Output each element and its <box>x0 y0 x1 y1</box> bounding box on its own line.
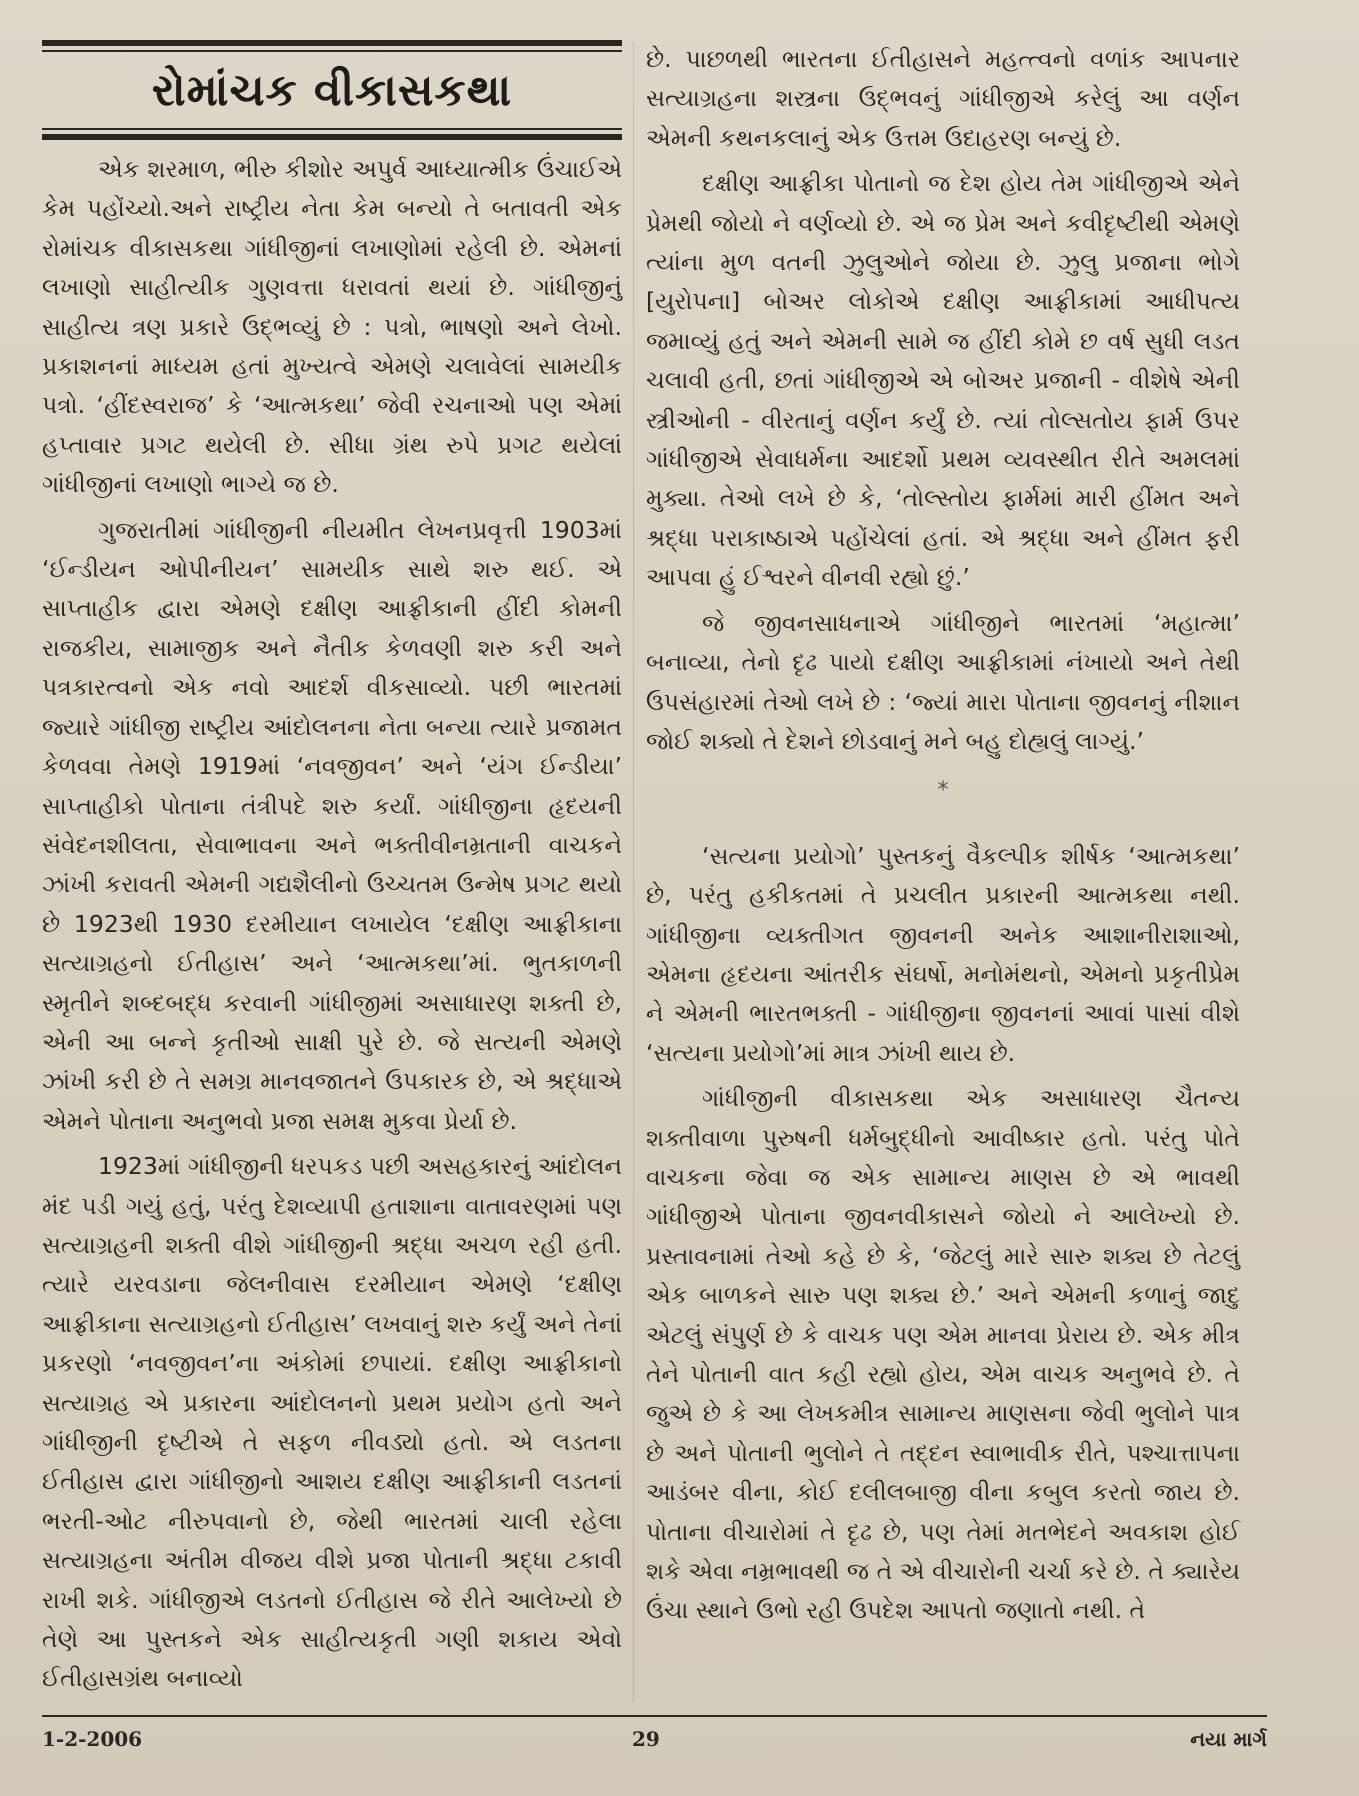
title-rule-top-thin <box>42 50 622 52</box>
title-rule-top <box>42 40 622 46</box>
paragraph: ગુજરાતીમાં ગાંધીજીની નીયમીત લેખનપ્રવૃત્તી 1903માં ‘ઈન્ડીયન ઓપીનીયન’ સામયીક સાથે શરુ થઈ. એ સાપ્તાહીક દ્વારા એમણે દક્ષીણ આફ્રીકાની હીંદી કોમની રાજકીય, સામાજીક અને નૈતીક કેળવણી શરુ કરી અને પત્રકારત્વનો એક નવો આદર્શ વીકસાવ્યો. પછી ભારતમાં જ્યારે ગાંધીજી રાષ્ટ્રીય આંદોલનના નેતા બન્યા ત્યારે પ્રજામત કેળવવા તેમણે 1919માં ‘નવજીવન’ અને ‘યંગ ઈન્ડીયા’ સાપ્તાહીકો પોતાના તંત્રીપદે શરુ કર્યાં. ગાંધીજીના હૃદયની સંવેદનશીલતા, સેવાભાવના અને ભક્તીવીનમ્રતાની વાચકને ઝાંખી કરાવતી એમની ગદ્યશૈલીનો ઉચ્ચતમ ઉન્મેષ પ્રગટ થયો છે 1923થી 1930 દરમીયાન લખાયેલ ‘દક્ષીણ આફ્રીકાના સત્યાગ્રહનો ઈતીહાસ’ અને ‘આત્મકથા’માં. ભુતકાળની સ્મૃતીને શબ્દબદ્ધ કરવાની ગાંધીજીમાં અસાધારણ શક્તી છે, એની આ બન્ને કૃતીઓ સાક્ષી પુરે છે. જે સત્યની એમણે ઝાંખી કરી છે તે સમગ્ર માનવજાતને ઉપકારક છે, એ શ્રદ્ધાએ એમને પોતાના અનુભવો પ્રજા સમક્ષ મુકવા પ્રેર્યા છે. <box>42 515 622 1135</box>
magazine-name: નયા માર્ગ <box>1190 1727 1267 1751</box>
title-rule-bottom-thin <box>42 128 622 130</box>
paragraph: છે. પાછળથી ભારતના ઈતીહાસને મહત્ત્વનો વળાંક આપનાર સત્યાગ્રહના શસ્ત્રના ઉદ્ભવનું ગાંધીજીએ કરેલું આ વર્ણન એમની કથનકલાનું એક ઉત્તમ ઉદાહરણ બન્યું છે. <box>646 45 1240 152</box>
left-column <box>42 40 622 1708</box>
paragraph: ‘સત્યના પ્રયોગો’ પુસ્તકનું વૈકલ્પીક શીર્ષક ‘આત્મકથા’ છે, પરંતુ હકીકતમાં તે પ્રચલીત પ્રકારની આત્મકથા નથી. ગાંધીજીના વ્યક્તીગત જીવનની અનેક આશાનીરાશાઓ, એમના હૃદયના આંતરીક સંઘર્ષો, મનોમંથનો, એમનો પ્રકૃતીપ્રેમ ને એમની ભારતભક્તી - ગાંધીજીના જીવનનાં આવાં પાસાં વીશે ‘સત્યના પ્રયોગો’માં માત્ર ઝાંખી થાય છે. <box>646 841 1240 1067</box>
paragraph: એક શરમાળ, ભીરુ કીશોર અપુર્વ આધ્યાત્મીક ઉંચાઈએ કેમ પહોંચ્યો.અને રાષ્ટ્રીય નેતા કેમ બન્યો તે બતાવતી એક રોમાંચક વીકાસકથા ગાંધીજીનાં લખાણોમાં રહેલી છે. એમનાં લખાણો સાહીત્યીક ગુણવત્તા ધરાવતાં થયાં છે. ગાંધીજીનું સાહીત્ય ત્રણ પ્રકારે ઉદ્ભવ્યું છે : પત્રો, ભાષણો અને લેખો. પ્રકાશનનાં માધ્યમ હતાં મુખ્યત્વે એમણે ચલાવેલાં સામયીક પત્રો. ‘હીંદસ્વરાજ’ કે ‘આત્મકથા’ જેવી રચનાઓ પણ એમાં હપ્તાવાર પ્રગટ થયેલી છે. સીધા ગ્રંથ રુપે પ્રગટ થયેલાં ગાંધીજીનાં લખાણો ભાગ્યે જ છે. <box>42 155 622 499</box>
title-rule-bottom <box>42 134 622 140</box>
paragraph: જે જીવનસાધનાએ ગાંધીજીને ભારતમાં ‘મહાત્મા’ બનાવ્યા, તેનો દૃઢ પાયો દક્ષીણ આફ્રીકામાં નંખાયો અને તેથી ઉપસંહારમાં તેઓ લખે છે : ‘જ્યાં મારા પોતાના જીવનનું નીશાન જોઈ શક્યો તે દેશને છોડવાનું મને બહુ દોહ્યલું લાગ્યું.’ <box>646 608 1240 755</box>
column-gutter <box>633 42 634 1702</box>
section-divider-asterisk: * <box>937 778 949 804</box>
right-column <box>646 40 1240 1708</box>
paragraph: 1923માં ગાંધીજીની ધરપકડ પછી અસહકારનું આંદોલન મંદ પડી ગયું હતું, પરંતુ દેશવ્યાપી હતાશાના વાતાવરણમાં પણ સત્યાગ્રહની શક્તી વીશે ગાંધીજીની શ્રદ્ધા અચળ રહી હતી. ત્યારે યરવડાના જેલનીવાસ દરમીયાન એમણે ‘દક્ષીણ આફ્રીકાના સત્યાગ્રહનો ઈતીહાસ’ લખવાનું શરુ કર્યું અને તેનાં પ્રકરણો ‘નવજીવન’ના અંકોમાં છપાયાં. દક્ષીણ આફ્રીકાનો સત્યાગ્રહ એ પ્રકારના આંદોલનનો પ્રથમ પ્રયોગ હતો અને ગાંધીજીની દૃષ્ટીએ તે સફળ નીવડ્યો હતો. એ લડતના ઈતીહાસ દ્વારા ગાંધીજીનો આશય દક્ષીણ આફ્રીકાની લડતનાં ભરતી-ઓટ નીરુપવાનો છે, જેથી ભારતમાં ચાલી રહેલા સત્યાગ્રહના અંતીમ વીજય વીશે પ્રજા પોતાની શ્રદ્ધા ટકાવી રાખી શકે. ગાંધીજીએ લડતનો ઈતીહાસ જે રીતે આલેખ્યો છે તેણે આ પુસ્તકને એક સાહીત્યકૃતી ગણી શકાય એવો ઈતીહાસગ્રંથ બનાવ્યો <box>42 1152 622 1693</box>
page-footer <box>42 1715 1267 1757</box>
issue-date: 1-2-2006 <box>42 1727 143 1751</box>
paragraph: દક્ષીણ આફ્રીકા પોતાનો જ દેશ હોય તેમ ગાંધીજીએ એને પ્રેમથી જોયો ને વર્ણવ્યો છે. એ જ પ્રેમ અને કવીદૃષ્ટીથી એમણે ત્યાંના મુળ વતની ઝુલુઓને જોયા છે. ઝુલુ પ્રજાના ભોગે [યુરોપના] બોઅર લોકોએ દક્ષીણ આફ્રીકામાં આધીપત્ય જમાવ્યું હતું અને એમની સામે જ હીંદી કોમે છ વર્ષ સુધી લડત ચલાવી હતી, છતાં ગાંધીજીએ એ બોઅર પ્રજાની - વીશેષે એની સ્ત્રીઓની - વીરતાનું વર્ણન કર્યું છે. ત્યાં તોલ્સતોય ફાર્મ ઉપર ગાંધીજીએ સેવાધર્મના આદર્શો પ્રથમ વ્યવસ્થીત રીતે અમલમાં મુક્યા. તેઓ લખે છે કે, ‘તોલ્સ્તોય ફાર્મમાં મારી હીંમત અને શ્રદ્ધા પરાકાષ્ઠાએ પહોંચેલાં હતાં. એ શ્રદ્ધા અને હીંમત ફરી આપવા હું ઈશ્વરને વીનવી રહ્યો છું.’ <box>646 169 1240 592</box>
page-number: 29 <box>632 1727 660 1751</box>
article-title: રોમાંચક વીકાસકથા <box>151 65 513 116</box>
paragraph: ગાંધીજીની વીકાસકથા એક અસાધારણ ચૈતન્ય શક્તીવાળા પુરુષની ધર્મબુદ્ધીનો આવીષ્કાર હતો. પરંતુ પોતે વાચકના જેવા જ એક સામાન્ય માણસ છે એ ભાવથી ગાંધીજીએ પોતાના જીવનવીકાસને જોયો ને આલેખ્યો છે. પ્રસ્તાવનામાં તેઓ કહે છે કે, ‘જેટલું મારે સારુ શક્ય છે તેટલું એક બાળકને સારુ પણ શક્ય છે.’ અને એમની કળાનું જાદુ એટલું સંપુર્ણ છે કે વાચક પણ એમ માનવા પ્રેરાય છે. એક મીત્ર તેને પોતાની વાત કહી રહ્યો હોય, એમ વાચક અનુભવે છે. તે જુએ છે કે આ લેખકમીત્ર સામાન્ય માણસના જેવી ભુલોને પાત્ર છે અને પોતાની ભુલોને તે તદ્દન સ્વાભાવીક રીતે, પશ્ચાત્તાપના આડંબર વીના, કોઈ દલીલબાજી વીના કબુલ કરતો જાય છે. પોતાના વીચારોમાં તે દૃઢ છે, પણ તેમાં મતભેદને અવકાશ હોઈ શકે એવા નમ્રભાવથી જ તે એ વીચારોની ચર્ચા કરે છે. તે ક્યારેય ઉંચા સ્થાને ઉભો રહી ઉપદેશ આપતો જણાતો નથી. તે <box>646 1084 1240 1625</box>
